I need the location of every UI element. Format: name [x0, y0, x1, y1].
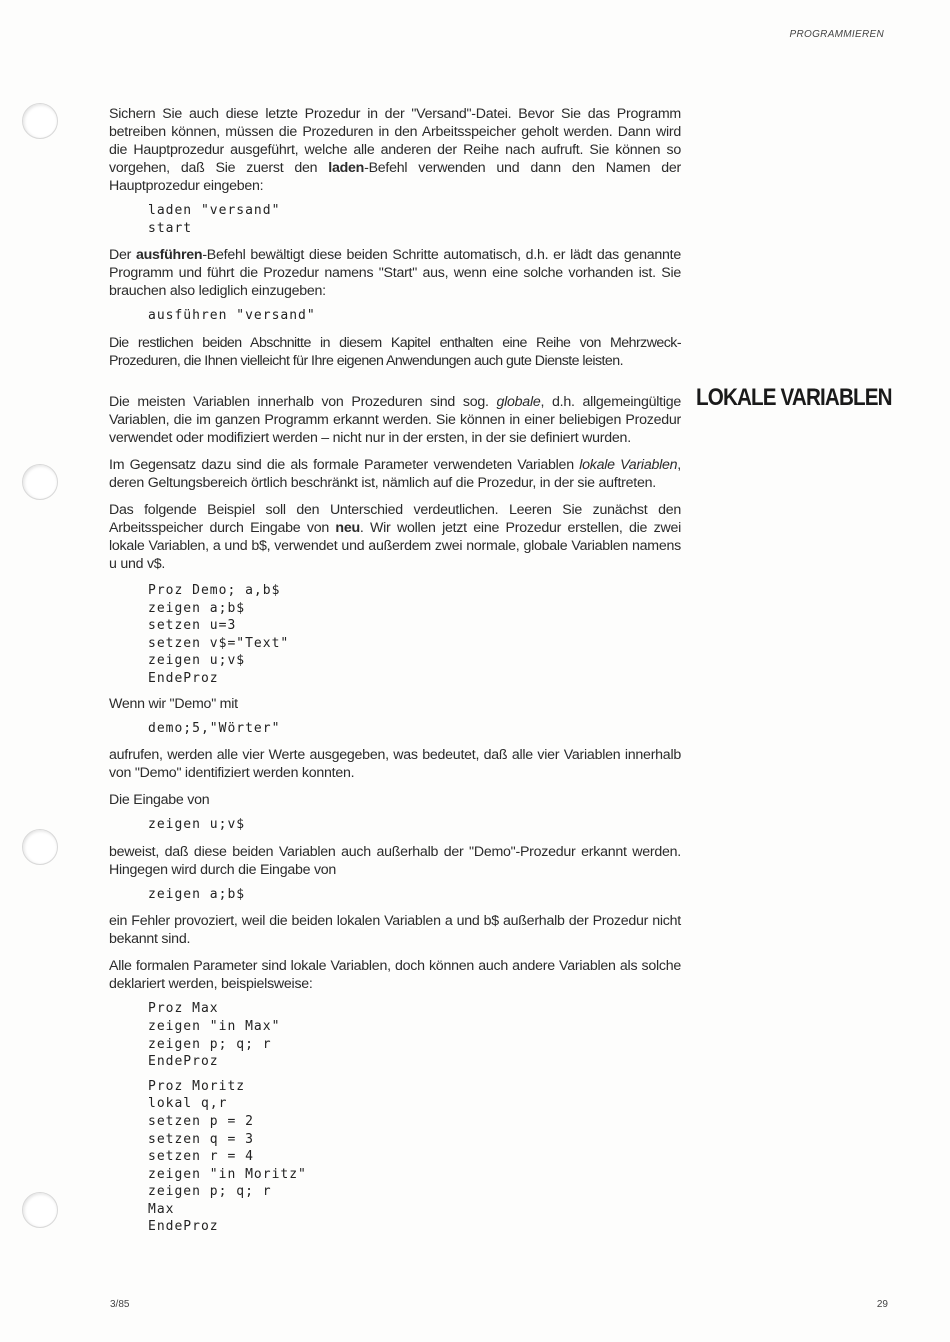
paragraph: Die Eingabe von	[109, 792, 210, 809]
paragraph: Im Gegensatz dazu sind die als formale Parameter verwendeten Variablen lokale Variablen, deren Geltungsbereich örtlich beschränkt ist, nämlich auf die Prozedur, in der sie auftreten.	[109, 457, 681, 491]
paragraph: Alle formalen Parameter sind lokale Variablen, doch können auch andere Variablen als solche deklariert werden, beispielsweise:	[109, 958, 681, 993]
lokale-variablen-section	[109, 393, 681, 1236]
code-block: Proz Max zeigen "in Max" zeigen p; q; r EndeProz	[148, 1001, 281, 1070]
paragraph: Das folgende Beispiel soll den Unterschied verdeutlichen. Leeren Sie zunächst den Arbeitsspeicher durch Eingabe von neu. Wir wollen jetzt eine Prozedur erstellen, die zwei lokale Variablen, a und b$, verwendet und außerdem zwei normale, globale Variablen namens u und v$.	[109, 502, 681, 572]
code-block: zeigen u;v$	[148, 817, 246, 833]
intro-section	[109, 105, 681, 370]
section-title: LOKALE VARIABLEN	[696, 384, 892, 411]
paragraph: Sichern Sie auch diese letzte Prozedur in der "Versand"-Datei. Bevor Sie das Programm betreiben können, müssen die Prozeduren in den Arbeitsspeicher geholt werden. Dann wird die Hauptprozedur ausgeführt, welche alle anderen der Reihe nach aufruft. Sie können so vorgehen, daß Sie zuerst den laden-Befehl verwenden und dann den Namen der Hauptprozedur eingeben:	[109, 106, 681, 194]
paragraph: aufrufen, werden alle vier Werte ausgegeben, was bedeutet, daß alle vier Variablen innerhalb von "Demo" identifiziert werden konnten.	[109, 747, 681, 782]
paragraph: Wenn wir "Demo" mit	[109, 695, 238, 712]
punch-hole	[22, 103, 58, 139]
code-block: Proz Moritz lokal q,r setzen p = 2 setzen q = 3 setzen r = 4 zeigen "in Moritz" zeigen p; q; r Max EndeProz	[148, 1078, 307, 1235]
paragraph: Die meisten Variablen innerhalb von Prozeduren sind sog. globale, d.h. allgemeingültige Variablen, die im ganzen Programm erkannt werden. Sie können in einer beliebigen Prozedur verwendet oder modifiziert werden – nicht nur in der ersten, in der sie definiert wurden.	[109, 394, 681, 446]
punch-hole	[22, 464, 58, 500]
punch-hole	[22, 1192, 58, 1228]
paragraph: beweist, daß diese beiden Variablen auch außerhalb der "Demo"-Prozedur erkannt werden. Hingegen wird durch die Eingabe von	[109, 843, 681, 878]
punch-hole	[22, 829, 58, 865]
code-block: zeigen a;b$	[148, 886, 246, 902]
footer-date: 3/85	[110, 1299, 130, 1310]
paragraph: Die restlichen beiden Abschnitte in diesem Kapitel enthalten eine Reihe von Mehrzweck-Prozeduren, die Ihnen vielleicht für Ihre eigenen Anwendungen auch gute Dienste leisten.	[109, 334, 681, 369]
paragraph: ein Fehler provoziert, weil die beiden lokalen Variablen a und b$ außerhalb der Prozedur nicht bekannt sind.	[109, 913, 681, 948]
paragraph: Der ausführen-Befehl bewältigt diese beiden Schritte automatisch, d.h. er lädt das genannte Programm und führt die Prozedur namens "Start" aus, wenn eine solche vorhanden ist. Sie brauchen also lediglich einzugeben:	[109, 247, 681, 300]
page-number: 29	[876, 1299, 888, 1310]
code-block: Proz Demo; a,b$ zeigen a;b$ setzen u=3 setzen v$="Text" zeigen u;v$ EndeProz	[148, 583, 290, 686]
running-header: PROGRAMMIEREN	[789, 29, 884, 40]
code-block: ausführen "versand"	[148, 308, 316, 324]
code-block: laden "versand" start	[148, 203, 281, 236]
code-block: demo;5,"Wörter"	[148, 720, 281, 736]
